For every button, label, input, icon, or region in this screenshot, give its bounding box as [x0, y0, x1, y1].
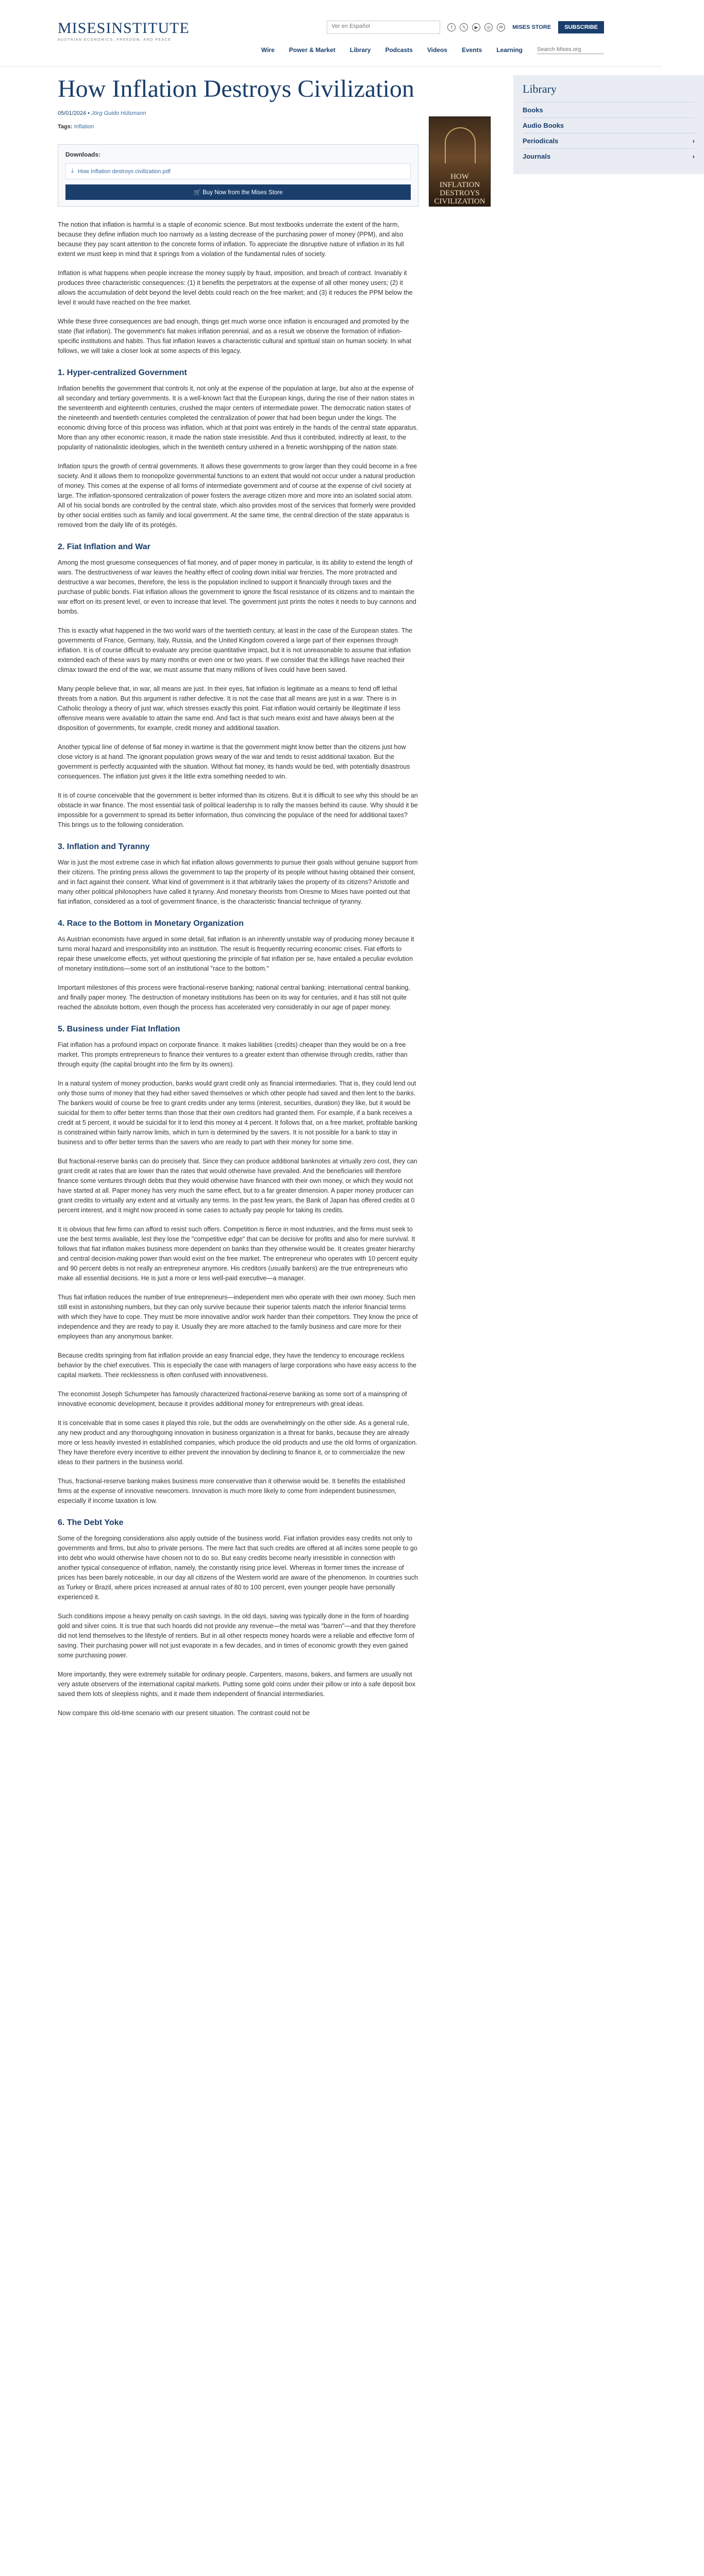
paragraph: More importantly, they were extremely suitable for ordinary people. Carpenters, masons, bakers, and farmers are usually not very astute observers of the international capital markets. Putting some gold coins under their pillow or into a safe deposit box saved them lots of sleepless nights, and it made them independent of financial intermediaries.	[58, 1671, 416, 1698]
sidebar-item-books[interactable]	[523, 102, 695, 117]
sidebar-item-label: Journals	[523, 152, 551, 160]
nav-item-wire[interactable]: Wire	[261, 46, 275, 54]
paragraph: While these three consequences are bad enough, things get much worse once inflation is encouraged and promoted by the state (fiat inflation). The government's fiat makes inflation perennial, and as a result we observe the formation of inflation-specific institutions and habits. Thus fiat inflation leaves a characteristic cultural and spiritual stain on human society. In what follows, we will take a closer look at some aspects of this legacy.	[58, 318, 412, 354]
site-logo[interactable]	[58, 20, 190, 42]
social-links	[447, 23, 505, 31]
subscribe-button[interactable]: SUBSCRIBE	[558, 21, 604, 33]
search-input[interactable]	[537, 45, 604, 54]
youtube-icon[interactable]: ▶	[472, 23, 480, 31]
downloads-box	[58, 144, 418, 207]
nav-item-events[interactable]: Events	[461, 46, 482, 54]
sidebar-item-label: Books	[523, 106, 543, 114]
section-heading: 4. Race to the Bottom in Monetary Organization	[58, 919, 244, 928]
logo-wordmark: MISESINSTITUTE	[58, 20, 190, 37]
paragraph: Thus fiat inflation reduces the number of true entrepreneurs—independent men who operate with their own money. Such men still exist in astonishing numbers, but they can only survive because their superior talents match the inferior financial terms with which they have to cope. They must be more innovative and/or work harder than their competitors. They know the price of independence and they are ready to pay it. Usually they are more attached to the family business and care more for their employees than any anonymous banker.	[58, 1294, 418, 1340]
article-main	[58, 67, 418, 1718]
download-icon: ⤓	[71, 168, 74, 174]
mises-store-link[interactable]: MISES STORE	[512, 24, 551, 30]
article-title: How Inflation Destroys Civilization	[58, 75, 414, 103]
book-cover-image[interactable]	[429, 116, 491, 207]
paragraph: Inflation benefits the government that controls it, not only at the expense of the population at large, but also at the expense of all secondary and tertiary governments. It is a well-known fact that the European kings, during the rise of their nation states in the seventeenth and eighteenth centuries, crushed the major centers of intermediate power. The democratic nation states of the nineteenth and twentieth centuries completed the centralization of power that had been begun under the kings. The economic driving force of this process was inflation, which at that point was entirely in the hands of the central state apparatus. More than any other economic reason, it made the nation state irresistible. And thus it contributed, indirectly at least, to the popularity of nationalistic ideologies, which in the twentieth century ushered in a frenetic worshipping of the nation state.	[58, 385, 418, 451]
section-heading: 6. The Debt Yoke	[58, 1518, 124, 1527]
nav-item-power-market[interactable]: Power & Market	[289, 46, 336, 54]
paragraph: Now compare this old-time scenario with our present situation. The contrast could not be	[58, 1709, 310, 1717]
main-nav	[261, 45, 604, 54]
nav-item-podcasts[interactable]: Podcasts	[385, 46, 413, 54]
facebook-icon[interactable]: f	[447, 23, 456, 31]
language-selector[interactable]: Ver en Español	[327, 21, 440, 34]
sidebar-title: Library	[523, 82, 557, 95]
paragraph: Fiat inflation has a profound impact on corporate finance. It makes liabilities (credits) cheaper than they would be on a free market. This prompts entrepreneurs to finance their ventures to a greater extent than otherwise through credits, rather than through equity (the capital brought into the firm by its owners).	[58, 1041, 408, 1068]
cover-arch-graphic	[445, 127, 476, 163]
article-meta: 05/01/2024 • Jörg Guido Hülsmann	[58, 110, 146, 116]
top-utility-row	[327, 21, 604, 34]
section-heading: 2. Fiat Inflation and War	[58, 543, 150, 551]
paragraph: But fractional-reserve banks can do precisely that. Since they can produce additional banknotes at virtually zero cost, they can grant credit at rates that are lower than the rates that would otherwise have prevailed. And the beneficiaries will therefore finance some ventures through debts that they would otherwise have financed with their own money, or which they would not have started at all. Paper money has very much the same effect, but to a far greater dimension. A paper money producer can grant credits to virtually any extent and at virtually any terms. In the past few years, the Bank of Japan has offered credits at 0 percent interest, and it might now proceed in some cases to actually pay people for taking its credits.	[58, 1158, 417, 1214]
logo-tagline: AUSTRIAN ECONOMICS, FREEDOM, AND PEACE	[58, 38, 172, 42]
article-date: 05/01/2024	[58, 110, 87, 116]
paragraph: Inflation is what happens when people increase the money supply by fraud, imposition, and breach of contract. Invariably it produces three characteristic consequences: (1) it benefits the perpetrators at the expense of all other money users; (2) it allows the accumulation of debt beyond the level debts could reach on the free market; and (3) it reduces the PPM below the level it would have reached on the free market.	[58, 269, 413, 306]
paragraph: Thus, fractional-reserve banking makes business more conservative than it otherwise would be. It benefits the established firms at the expense of innovative newcomers. Innovation is much more likely to come from independent businessmen, especially if income taxation is low.	[58, 1478, 405, 1504]
book-aside	[429, 75, 491, 207]
nav-item-library[interactable]: Library	[349, 46, 371, 54]
paragraph: War is just the most extreme case in which fiat inflation allows governments to pursue their goals without genuine support from their citizens. The printing press allows the government to tap the property of its people without having obtained their consent, and in fact against their consent. What kind of government is it that arbitrarily takes the property of its citizens? Aristotle and many other political philosophers have called it tyranny. And monetary theorists from Oresme to Mises have pointed out that fiat inflation, considered as a tool of government finance, is the characteristic financial technique of tyranny.	[58, 859, 418, 905]
buy-now-button[interactable]	[65, 184, 411, 200]
email-icon[interactable]: ✉	[497, 23, 505, 31]
section-heading: 1. Hyper-centralized Government	[58, 368, 187, 377]
download-file-name: How Inflation destroys civilization.pdf	[77, 168, 171, 175]
download-link[interactable]	[65, 163, 411, 179]
paragraph: Important milestones of this process were fractional-reserve banking; national central banking; international central banking, and finally paper money. The destruction of monetary institutions has been on its way for centuries, and it has still not quite reached the absolute bottom, even though the process has accelerated very considerably in our age of paper money.	[58, 984, 410, 1011]
buy-now-label: Buy Now from the Mises Store	[203, 190, 283, 196]
paragraph: Among the most gruesome consequences of fiat money, and of paper money in particular, is its ability to extend the length of wars. The destructiveness of war leaves the healthy effect of cooling down initial war frenzies. The more protracted and destructive a war becomes, therefore, the less is the population inclined to support it financially through taxes and the purchase of public bonds. Fiat inflation allows the government to ignore the fiscal resistance of its citizens and to maintain the war effort on its present level, or even to increase that level. The government just prints the notes it needs to buy cannons and bombs.	[58, 559, 416, 615]
paragraph: It is obvious that few firms can afford to resist such offers. Competition is fierce in most industries, and the firms must seek to use the best terms available, lest they lose the "competitive edge" that can be decisive for profits and also for mere survival. It follows that fiat inflation makes business more dependent on banks than they otherwise would be. It creates greater hierarchy and central decision-making power than would exist on the free market. The entrepreneur who operates with 10 percent equity and 90 percent debts is not really an entrepreneur anymore. His creditors (usually bankers) are the true entrepreneurs who make all essential decisions. He is just a more or less well-paid executive—a manager.	[58, 1226, 418, 1282]
paragraph: Such conditions impose a heavy penalty on cash savings. In the old days, saving was typically done in the form of hoarding gold and silver coins. It is true that such hoards did not provide any revenue—the metal was "barren"—and that they therefore did not lend themselves to the lifestyle of rentiers. But in all other respects money hoards were a reliable and effective form of saving. Their purchasing power will not just evaporate in a few decades, and in times of economic growth they even gained some purchasing power.	[58, 1613, 416, 1659]
paragraph: The notion that inflation is harmful is a staple of economic science. But most textbooks underrate the extent of the harm, because they define inflation much too narrowly as a lasting decrease of the purchasing power of money (PPM), and also because they pay scant attention to the concrete forms of inflation. To appreciate the disruptive nature of inflation in its full extent we must keep in mind that it springs from a violation of the fundamental rules of society.	[58, 221, 404, 258]
cart-icon: 🛒	[193, 190, 203, 196]
article-author-link[interactable]: Jörg Guido Hülsmann	[91, 110, 146, 116]
paragraph: As Austrian economists have argued in some detail, fiat inflation is an inherently unstable way of producing money because it turns moral hazard and irresponsibility into an institution. The result is frequently recurring economic crises. Fiat efforts to repair these unwelcome effects, yet without questioning the principle of fiat inflation per se, have entailed a peculiar evolution of monetary institutions—some sort of an institutional "race to the bottom."	[58, 936, 414, 972]
instagram-icon[interactable]: ◎	[484, 23, 493, 31]
tags-label: Tags:	[58, 124, 73, 130]
paragraph: It is of course conceivable that the government is better informed than its citizens. But it is difficult to see why this should be an obstacle in war finance. The most essential task of political leadership is to rally the masses behind its cause. Why should it be impossible for a government to spread its better information, thus convincing the populace of the need for additional taxes? This brings us to the following consideration.	[58, 792, 418, 828]
library-sidebar	[513, 75, 704, 174]
article-tags	[58, 124, 418, 130]
section-heading: 3. Inflation and Tyranny	[58, 842, 150, 851]
article-body	[58, 220, 418, 1718]
paragraph: In a natural system of money production, banks would grant credit only as financial intermediaries. That is, they could lend out only those sums of money that they had either saved themselves or which other people had saved and then lent to the banks. The bankers would of course be free to grant credits under any terms (interest, securities, duration) they like, but it would be suicidal for them to offer better terms than those that their own creditors had granted them. For example, if a bank receives a credit at 5 percent, it would be suicidal for it to lend this money at 4 percent. It follows that, on a free market, profitable banking is constrained within fairly narrow limits, which in turn is determined by the savers. It is not possible for a bank to stay in business and to offer better terms than the savers who are ready to part with their money for some time.	[58, 1080, 417, 1146]
tag-link[interactable]: Inflation	[74, 124, 94, 130]
paragraph: Because credits springing from fiat inflation provide an easy financial edge, they have the tendency to encourage reckless behavior by the chief executives. This is especially the case with managers of large corporations who have easy access to the capital markets. Their recklessness is often confused with innovativeness.	[58, 1352, 416, 1379]
paragraph: Inflation spurs the growth of central governments. It allows these governments to grow larger than they could become in a free society. And it allows them to monopolize governmental functions to an extent that would not occur under a natural production of money. This comes at the expense of all forms of intermediate government and of course at the expense of civil society at large. The inflation-sponsored centralization of power fosters the average citizen more and more into an isolated social atom. All of his social bonds are controlled by the central state, which also provides most of the services that formerly were provided by other social entities such as family and local government. At the same time, the central direction of the state apparatus is removed from the daily life of its protégés.	[58, 463, 417, 529]
paragraph: Some of the foregoing considerations also apply outside of the business world. Fiat inflation provides easy credits not only to governments and firms, but also to private persons. The mere fact that such credits are offered at all incites some people to go into debt who would otherwise have chosen not to do so. But easy credits become nearly irresistible in connection with another typical consequence of inflation, namely, the constantly rising price level. Whereas in former times the increase of prices has been barely noticeable, in our day all citizens of the Western world are aware of the phenomenon. In countries such as Turkey or Brazil, where prices increased at annual rates of 80 to 100 percent, even younger people have personally experienced it.	[58, 1535, 418, 1601]
chevron-right-icon: ›	[692, 152, 695, 160]
paragraph: Another typical line of defense of fiat money in wartime is that the government might know better than the citizens just how close victory is at hand. The ignorant population grows weary of the war and tends to resist additional taxation. But the government is perfectly acquainted with the situation. Without fiat money, its hands would be tied, with potentially disastrous consequences. The inflation just gives it the little extra something needed to win.	[58, 743, 410, 780]
x-icon[interactable]: 𝕏	[460, 23, 468, 31]
section-heading: 5. Business under Fiat Inflation	[58, 1025, 180, 1033]
paragraph: This is exactly what happened in the two world wars of the twentieth century, at least in the case of the European states. The governments of France, Germany, Italy, Russia, and the United Kingdom covered a large part of their expenses through inflation. It is of course difficult to evaluate any precise quantitative impact, but it is not unreasonable to assume that inflation extended each of these wars by many months or even one or two years. If we consider that the killings have reached their climax toward the end of the war, we must assume that many millions of lives could have been saved.	[58, 627, 413, 673]
nav-item-learning[interactable]: Learning	[496, 46, 523, 54]
chevron-right-icon: ›	[692, 137, 695, 145]
downloads-label: Downloads:	[65, 151, 100, 158]
sidebar-item-periodicals[interactable]	[523, 133, 695, 148]
sidebar-item-journals[interactable]	[523, 148, 695, 164]
sidebar-item-label: Periodicals	[523, 137, 559, 145]
book-cover-title: HOW INFLATION DESTROYS CIVILIZATION	[434, 173, 485, 206]
site-header	[0, 0, 662, 67]
sidebar-item-label: Audio Books	[523, 122, 564, 129]
sidebar-item-audio-books[interactable]	[523, 117, 695, 133]
nav-item-videos[interactable]: Videos	[427, 46, 447, 54]
paragraph: It is conceivable that in some cases it played this role, but the odds are overwhelmingly on the other side. As a general rule, any new product and any thoroughgoing innovation in business organization is a threat for banks, because they are already more or less heavily invested in established companies, which produce the old products and use the old forms of organization. They have therefore every incentive to either prevent the innovation by declining to finance it, or to commercialize the new ideas to their partners in the business world.	[58, 1419, 417, 1466]
page-content	[58, 67, 695, 1718]
paragraph: Many people believe that, in war, all means are just. In their eyes, fiat inflation is legitimate as a means to fend off lethal threats from a nation. But this argument is rather defective. It is not the case that all means are just in a war. There is in Catholic theology a theory of just war, which stresses exactly this point. Fiat inflation would certainly be illegitimate if less offensive means were available to attain the same end. And fact is that such means exist and have always been at the disposition of governments, for example, credit money and additional taxation.	[58, 685, 400, 732]
paragraph: The economist Joseph Schumpeter has famously characterized fractional-reserve banking as some sort of a mainspring of innovative economic development, because it provides additional money for entrepreneurs with great ideas.	[58, 1391, 407, 1408]
